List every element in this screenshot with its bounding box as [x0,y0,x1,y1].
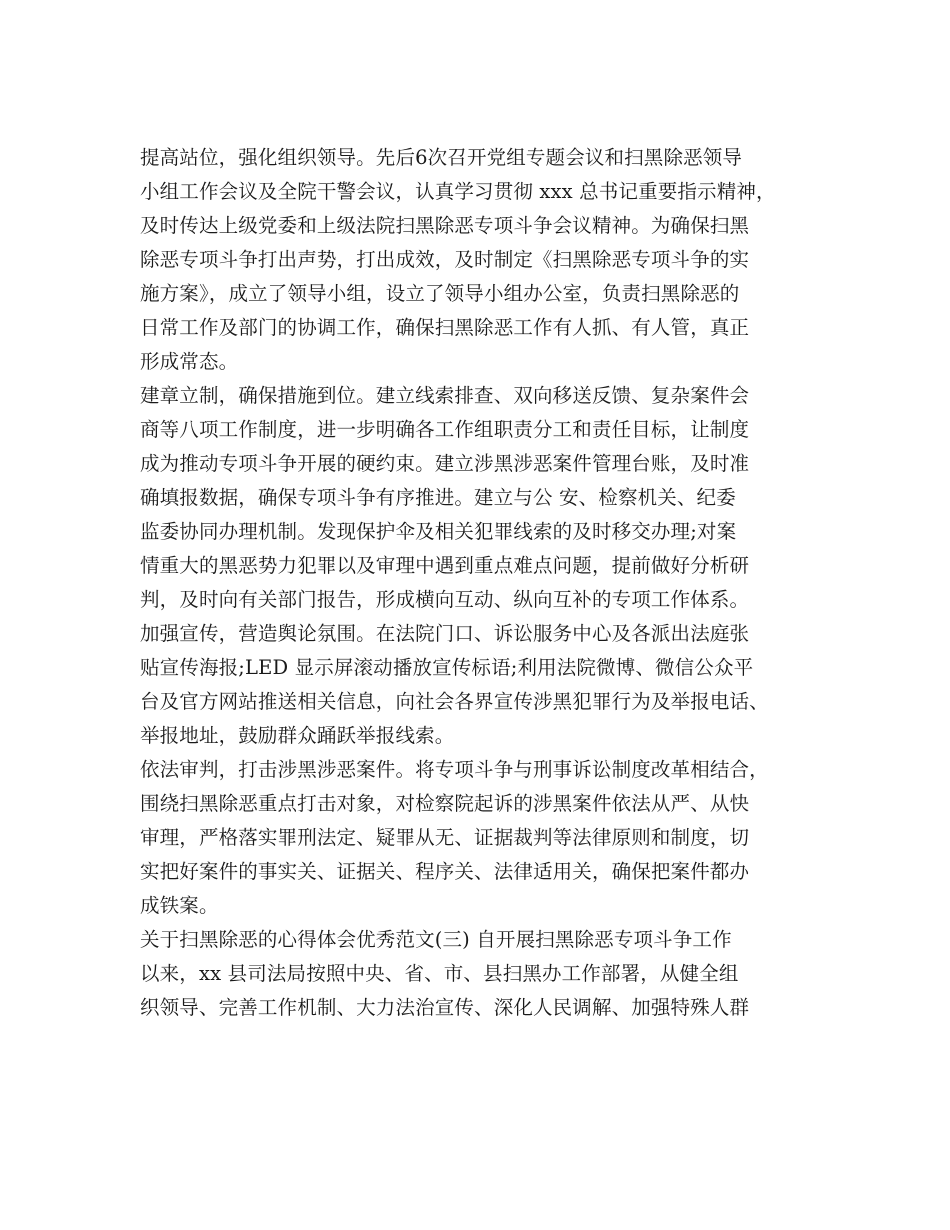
text-line-9: 商等八项工作制度，进一步明确各工作组职责分工和责任目标，让制度 [140,418,750,441]
text-line-13: 情重大的黑恶势力犯罪以及审理中遇到重点难点问题，提前做好分析研 [140,554,750,577]
text-line-19: 依法审判，打击涉黑涉恶案件。将专项斗争与刑事诉讼制度改革相结合， [140,758,769,781]
text-line-18: 举报地址，鼓励群众踊跃举报线索。 [140,724,455,747]
text-line-6: 日常工作及部门的协调工作，确保扫黑除恶工作有人抓、有人管，真正 [140,316,750,339]
text-line-2: 小组工作会议及全院干警会议，认真学习贯彻 xxx 总书记重要指示精神， [140,180,776,203]
text-line-24: 关于扫黑除恶的心得体会优秀范文(三) 自开展扫黑除恶专项斗争工作 [140,928,732,951]
text-line-26: 织领导、完善工作机制、大力法治宣传、深化人民调解、加强特殊人群 [140,996,750,1019]
text-line-16: 贴宣传海报;LED 显示屏滚动播放宣传标语;利用法院微博、微信公众平 [140,656,754,679]
document-body [140,141,840,1025]
text-line-7: 形成常态。 [140,350,239,373]
text-line-4: 除恶专项斗争打出声势，打出成效，及时制定《扫黑除恶专项斗争的实 [140,248,750,271]
text-line-21: 审理，严格落实罪刑法定、疑罪从无、证据裁判等法律原则和制度，切 [140,826,750,849]
text-line-10: 成为推动专项斗争开展的硬约束。建立涉黑涉恶案件管理台账，及时准 [140,452,750,475]
text-line-15: 加强宣传，营造舆论氛围。在法院门口、诉讼服务中心及各派出法庭张 [140,622,750,645]
text-line-12: 监委协同办理机制。发现保护伞及相关犯罪线索的及时移交办理;对案 [140,520,737,543]
text-line-1: 提高站位，强化组织领导。先后6次召开党组专题会议和扫黑除恶领导 [140,146,743,169]
text-line-8: 建章立制，确保措施到位。建立线索排查、双向移送反馈、复杂案件会 [140,384,750,407]
text-line-14: 判，及时向有关部门报告，形成横向互动、纵向互补的专项工作体系。 [140,588,750,611]
text-line-5: 施方案》，成立了领导小组，设立了领导小组办公室，负责扫黑除恶的 [140,282,740,305]
text-line-20: 围绕扫黑除恶重点打击对象，对检察院起诉的涉黑案件依法从严、从快 [140,792,750,815]
text-line-25: 以来，xx 县司法局按照中央、省、市、县扫黑办工作部署，从健全组 [140,962,739,985]
text-line-22: 实把好案件的事实关、证据关、程序关、法律适用关，确保把案件都办 [140,860,750,883]
text-line-23: 成铁案。 [140,894,219,917]
text-line-11: 确填报数据，确保专项斗争有序推进。建立与公 安、检察机关、纪委 [140,486,736,509]
text-line-17: 台及官方网站推送相关信息，向社会各界宣传涉黑犯罪行为及举报电话、 [140,690,769,713]
text-line-3: 及时传达上级党委和上级法院扫黑除恶专项斗争会议精神。为确保扫黑 [140,214,750,237]
